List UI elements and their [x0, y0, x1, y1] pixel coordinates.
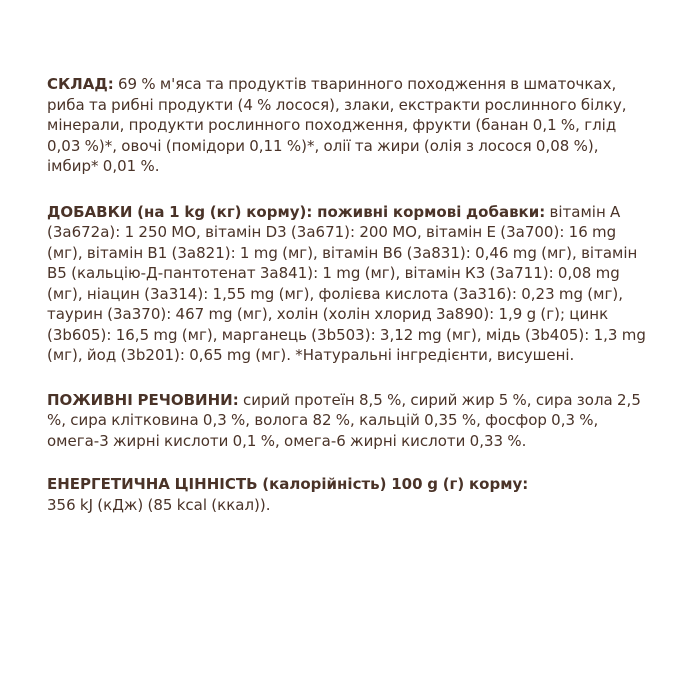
- nutrients-paragraph: [47, 390, 647, 452]
- nutrients-text: сирий протеїн 8,5 %, сирий жир 5 %, сира зола 2,5 %, сира клітковина 0,3 %, волога 82 %, кальцій 0,35 %, фосфор 0,3 %, омега-3 жирні кислоти 0,1 %, омега-6 жирні кислоти 0,33 %.: [47, 390, 641, 450]
- additives-text: вітамін А (3а672а): 1 250 МО, вітамін D3 (3а671): 200 МО, вітамін Е (3а700): 16 mg (мг), вітамін В1 (3а821): 1 mg (мг), вітамін В6 (3а831): 0,46 mg (мг), вітамін В5 (кальцію-Д-пантотенат 3а841): 1 mg (мг), вітамін К3 (3а711): 0,08 mg (мг), ніацин (3а314): 1,55 mg (мг), фолієва кислота (3а316): 0,23 mg (мг), таурин (3а370): 467 mg (мг), холін (холін хлорид 3а890): 1,9 g (г); цинк (3b605): 16,5 mg (мг), марганець (3b503): 3,12 mg (мг), мідь (3b405): 1,3 mg (мг), йод (3b201): 0,65 mg (мг). *Натуральні інгредієнти, висушені.: [47, 202, 646, 364]
- additives-paragraph: [47, 202, 647, 366]
- composition-section: [47, 74, 647, 177]
- energy-section: [47, 474, 647, 515]
- energy-label: ЕНЕРГЕТИЧНА ЦІННІСТЬ (калорійність) 100 g (г) корму:: [47, 475, 529, 493]
- additives-label: ДОБАВКИ (на 1 kg (кг) корму):: [47, 202, 313, 221]
- nutrients-section: [47, 390, 647, 452]
- nutrients-label: ПОЖИВНІ РЕЧОВИНИ:: [47, 390, 239, 409]
- composition-text: 69 % м'яса та продуктів тваринного походження в шматочках, риба та рибні продукти (4 % лосося), злаки, екстракти рослинного білку, мінерали, продукти рослинного походження, фрукти (банан 0,1 %, глід 0,03 %)*, овочі (помідори 0,11 %)*, олії та жири (олія з лосося 0,08 %), імбир* 0,01 %.: [47, 75, 627, 175]
- energy-text: 356 kJ (кДж) (85 kcal (ккал)).: [47, 495, 271, 514]
- composition-label: СКЛАД:: [47, 75, 114, 93]
- additives-sublabel: поживні кормові добавки:: [312, 202, 546, 221]
- product-info-page: [47, 74, 647, 515]
- energy-paragraph: [47, 474, 647, 515]
- composition-paragraph: [47, 74, 647, 177]
- additives-section: [47, 202, 647, 366]
